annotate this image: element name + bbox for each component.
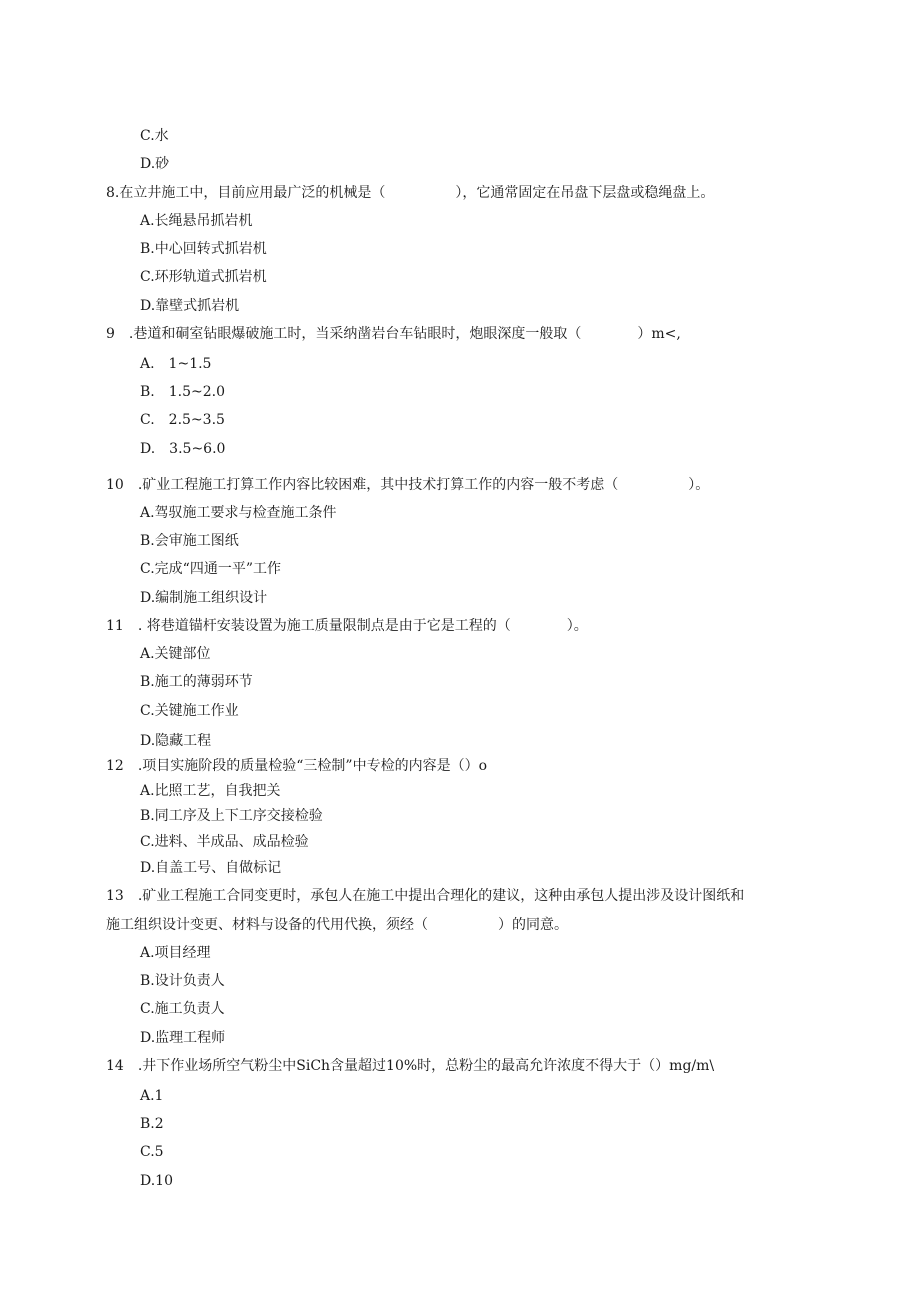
q12-option-b: B.同工序及上下工序交接检验	[140, 808, 323, 824]
question-8: 8.在立井施工中，目前应用最广泛的机械是（ ），它通常固定在吊盘下层盘或稳绳盘上。	[106, 185, 715, 201]
q12-option-d: D.自盖工号、自做标记	[140, 860, 282, 876]
q10-option-b: B.会审施工图纸	[140, 533, 239, 549]
q14-option-b: B.2	[140, 1116, 164, 1132]
q9-option-b: B. 1.5~2.0	[140, 384, 225, 400]
q11-option-a: A.关键部位	[140, 646, 211, 662]
question-13: 13 .矿业工程施工合同变更时，承包人在施工中提出合理化的建议，这种由承包人提出涉及设计图纸和	[106, 888, 745, 904]
q12-option-a: A.比照工艺，自我把关	[140, 783, 281, 799]
q8-option-c: C.环形轨道式抓岩机	[140, 269, 267, 285]
question-14: 14 .井下作业场所空气粉尘中SiCh含量超过10%时，总粉尘的最高允许浓度不得大于（）mg/m\	[106, 1058, 715, 1074]
question-10: 10 .矿业工程施工打算工作内容比较困难，其中技术打算工作的内容一般不考虑（ ）。	[106, 477, 710, 493]
q13-option-d: D.监理工程师	[140, 1030, 226, 1046]
q14-option-c: C.5	[140, 1144, 164, 1160]
question-13-continued: 施工组织设计变更、材料与设备的代用代换，须经（ ）的同意。	[106, 917, 568, 933]
q11-option-c: C.关键施工作业	[140, 703, 239, 719]
q11-option-b: B.施工的薄弱环节	[140, 674, 253, 690]
q7-option-d: D.砂	[140, 156, 170, 172]
q12-option-c: C.进料、半成品、成品检验	[140, 834, 309, 850]
q10-option-c: C.完成“四通一平”工作	[140, 561, 281, 577]
q13-option-a: A.项目经理	[140, 945, 211, 961]
question-12: 12 .项目实施阶段的质量检验“三检制”中专检的内容是（）o	[106, 758, 488, 774]
question-11: 11 . 将巷道锚杆安装设置为施工质量限制点是由于它是工程的（ ）。	[106, 618, 588, 634]
q14-option-a: A.1	[140, 1088, 164, 1104]
q9-option-a: A. 1~1.5	[140, 356, 212, 372]
q9-option-d: D. 3.5~6.0	[140, 441, 226, 457]
q11-option-d: D.隐藏工程	[140, 733, 212, 749]
q8-option-a: A.长绳悬吊抓岩机	[140, 213, 253, 229]
q9-option-c: C. 2.5~3.5	[140, 412, 225, 428]
q13-option-c: C.施工负责人	[140, 1001, 225, 1017]
q10-option-a: A.驾驭施工要求与检查施工条件	[140, 505, 337, 521]
q10-option-d: D.编制施工组织设计	[140, 590, 268, 606]
q13-option-b: B.设计负责人	[140, 973, 225, 989]
q14-option-d: D.10	[140, 1173, 173, 1189]
q8-option-b: B.中心回转式抓岩机	[140, 241, 267, 257]
q8-option-d: D.靠壁式抓岩机	[140, 298, 240, 314]
question-9: 9 .巷道和硐室钻眼爆破施工时，当采纳凿岩台车钻眼时，炮眼深度一般取（ ）m<,	[106, 326, 681, 342]
q7-option-c: C.水	[140, 128, 169, 144]
